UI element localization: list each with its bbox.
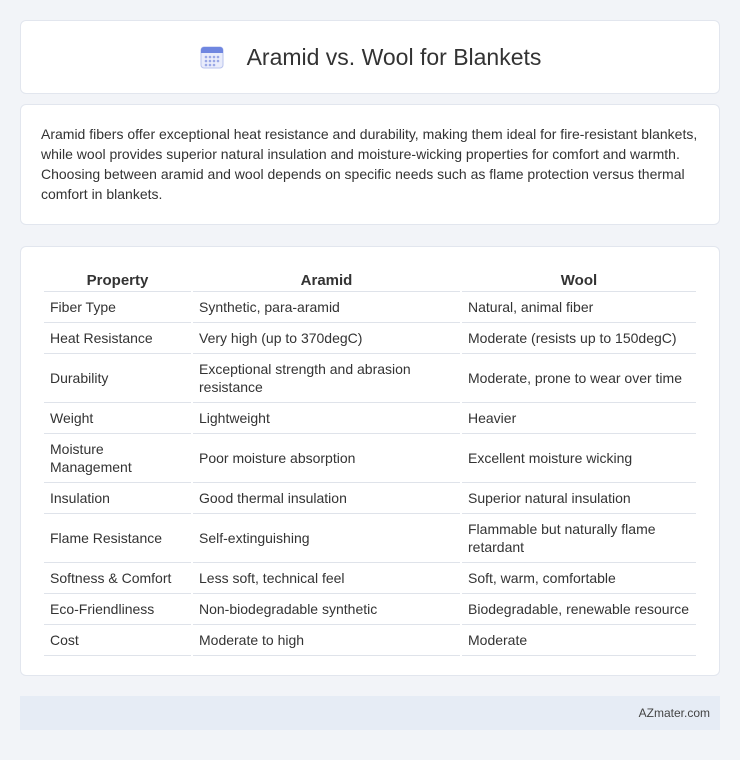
cell-aramid: Lightweight: [193, 403, 460, 434]
calendar-icon: [199, 44, 225, 70]
table-row: [44, 594, 696, 625]
cell-property: Fiber Type: [44, 292, 191, 323]
cell-property: Cost: [44, 625, 191, 656]
cell-property: Durability: [44, 354, 191, 403]
cell-wool: Moderate, prone to wear over time: [462, 354, 696, 403]
cell-property: Weight: [44, 403, 191, 434]
table-header-row: [44, 269, 696, 292]
cell-wool: Soft, warm, comfortable: [462, 563, 696, 594]
header-wool: Wool: [462, 269, 696, 292]
title-card: [20, 20, 720, 94]
cell-aramid: Self-extinguishing: [193, 514, 460, 563]
footer: [20, 696, 720, 730]
table-row: [44, 483, 696, 514]
table-row: [44, 434, 696, 483]
cell-aramid: Exceptional strength and abrasion resistance: [193, 354, 460, 403]
table-row: [44, 403, 696, 434]
cell-property: Insulation: [44, 483, 191, 514]
cell-wool: Flammable but naturally flame retardant: [462, 514, 696, 563]
cell-property: Softness & Comfort: [44, 563, 191, 594]
cell-wool: Heavier: [462, 403, 696, 434]
cell-aramid: Poor moisture absorption: [193, 434, 460, 483]
cell-aramid: Good thermal insulation: [193, 483, 460, 514]
cell-wool: Moderate (resists up to 150degC): [462, 323, 696, 354]
cell-property: Heat Resistance: [44, 323, 191, 354]
cell-aramid: Synthetic, para-aramid: [193, 292, 460, 323]
table-row: [44, 563, 696, 594]
table-row: [44, 323, 696, 354]
header-aramid: Aramid: [193, 269, 460, 292]
cell-wool: Superior natural insulation: [462, 483, 696, 514]
cell-aramid: Moderate to high: [193, 625, 460, 656]
cell-wool: Excellent moisture wicking: [462, 434, 696, 483]
table-row: [44, 514, 696, 563]
cell-property: Eco-Friendliness: [44, 594, 191, 625]
table-row: [44, 625, 696, 656]
table-row: [44, 292, 696, 323]
cell-property: Flame Resistance: [44, 514, 191, 563]
page-title: Aramid vs. Wool for Blankets: [246, 43, 542, 70]
table-row: [44, 354, 696, 403]
intro-card: [20, 104, 720, 225]
cell-property: Moisture Management: [44, 434, 191, 483]
comparison-table: [42, 269, 698, 656]
comparison-table-card: [20, 246, 720, 676]
cell-wool: Biodegradable, renewable resource: [462, 594, 696, 625]
intro-text: Aramid fibers offer exceptional heat resistance and durability, making them ideal for fire-resistant blankets, while wool provides superior natural insulation and moisture-wicking properties for comfort and warmth. Choosing between aramid and wool depends on specific needs such as flame protection versus thermal comfort in blankets.: [41, 126, 698, 202]
cell-aramid: Less soft, technical feel: [193, 563, 460, 594]
footer-brand: AZmater.com: [638, 706, 710, 720]
header-property: Property: [44, 269, 191, 292]
cell-aramid: Non-biodegradable synthetic: [193, 594, 460, 625]
cell-wool: Moderate: [462, 625, 696, 656]
cell-wool: Natural, animal fiber: [462, 292, 696, 323]
cell-aramid: Very high (up to 370degC): [193, 323, 460, 354]
